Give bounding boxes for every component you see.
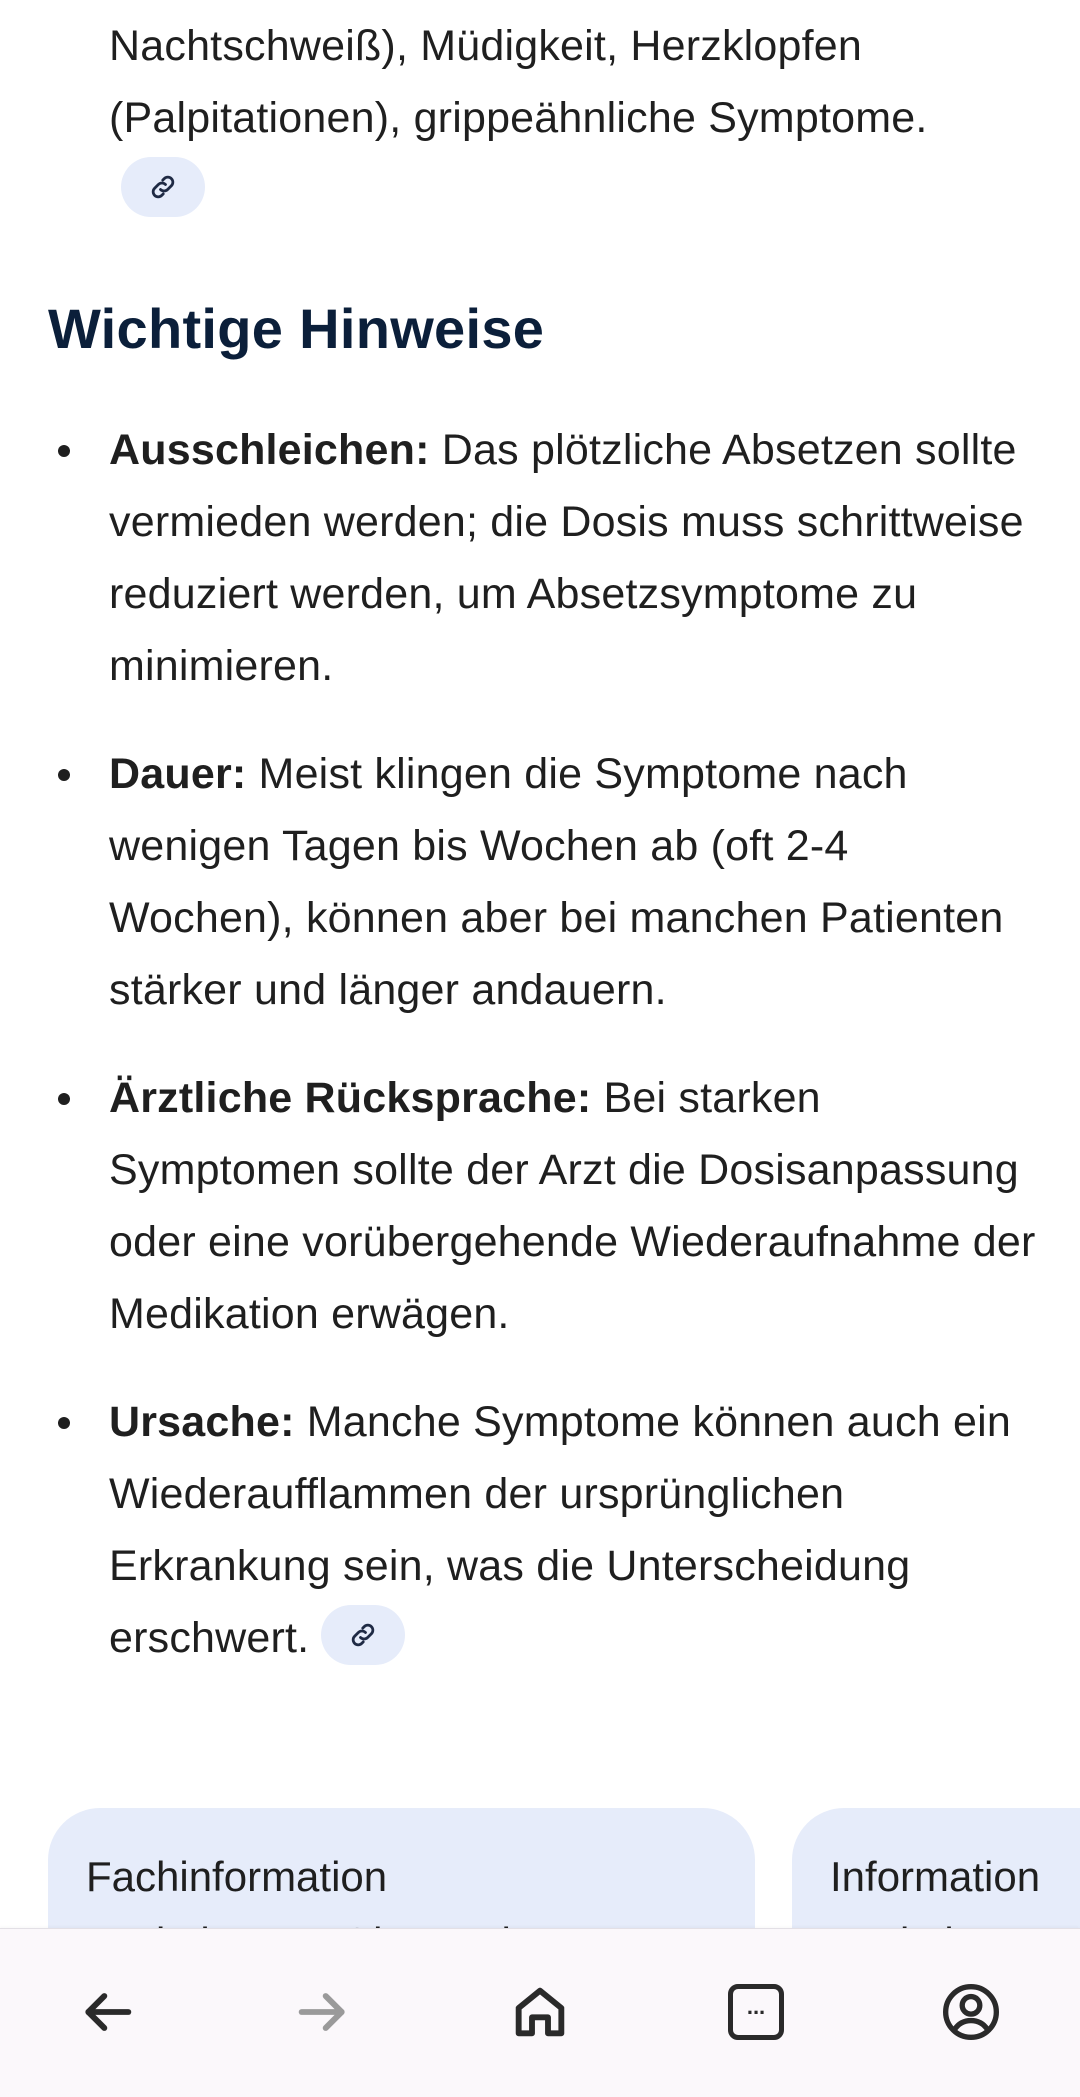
bullet-dot <box>58 445 70 457</box>
bullet-dot <box>58 1417 70 1429</box>
bullet-term: Ausschleichen: <box>109 426 430 474</box>
account-button[interactable] <box>926 1967 1016 2057</box>
account-circle-icon <box>939 1980 1003 2044</box>
citation-chip[interactable] <box>321 1605 405 1665</box>
bullet-dot <box>58 769 70 781</box>
source-card-title-line1: Information <box>830 1853 1041 1900</box>
arrow-right-icon <box>291 1980 355 2044</box>
bullet-text: Manche Symptome können auch ein Wiederaufflammen der ursprünglichen Erkrankung sein, was die Unterscheidung erschwert. <box>109 1398 1011 1662</box>
notes-list <box>0 414 1080 1710</box>
source-card-title-line1: Fachinformation <box>86 1853 388 1900</box>
bullet-term: Ärztliche Rücksprache: <box>109 1074 592 1122</box>
forward-button[interactable] <box>278 1967 368 2057</box>
bullet-dot <box>58 1093 70 1105</box>
list-item <box>0 738 1080 1026</box>
citation-chip[interactable] <box>121 157 205 217</box>
bullet-term: Ursache: <box>109 1398 295 1446</box>
tabs-icon: ... <box>728 1984 784 2040</box>
home-button[interactable] <box>495 1967 585 2057</box>
list-item <box>0 1386 1080 1674</box>
arrow-left-icon <box>75 1980 139 2044</box>
bottom-navigation-bar <box>0 1928 1080 2097</box>
bullet-text: Das plötzliche Absetzen sollte vermieden werden; die Dosis muss schrittweise reduziert werden, um Absetzsymptome zu minimieren. <box>109 426 1024 690</box>
paragraph-continued <box>109 10 1009 226</box>
link-icon <box>148 172 178 202</box>
bullet-text: Bei starken Symptomen sollte der Arzt die Dosisanpassung oder eine vorübergehende Wiederaufnahme der Medikation erwägen. <box>109 1074 1036 1338</box>
back-button[interactable] <box>62 1967 152 2057</box>
section-heading: Wichtige Hinweise <box>48 297 545 360</box>
bullet-text: Meist klingen die Symptome nach wenigen Tagen bis Wochen ab (oft 2-4 Wochen), können aber bei manchen Patienten stärker und länger andauern. <box>109 750 1004 1014</box>
tabs-button[interactable] <box>711 1967 801 2057</box>
link-icon <box>348 1620 378 1650</box>
paragraph-text: Nachtschweiß), Müdigkeit, Herzklopfen (Palpitationen), grippeähnliche Symptome. <box>109 22 928 142</box>
home-icon <box>508 1980 572 2044</box>
bullet-term: Dauer: <box>109 750 247 798</box>
list-item <box>0 414 1080 702</box>
list-item <box>0 1062 1080 1350</box>
